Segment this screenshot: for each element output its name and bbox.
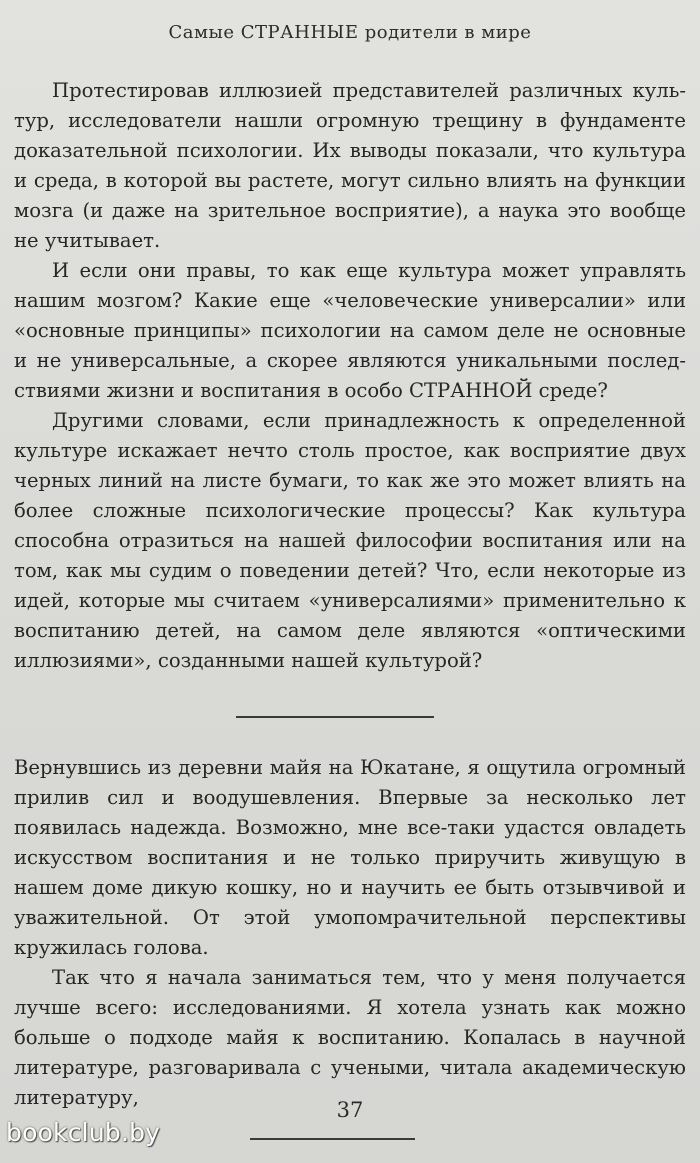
footer-divider — [250, 1138, 415, 1140]
page-number: 37 — [336, 1098, 364, 1122]
section-divider — [236, 716, 434, 718]
text-section-2 — [14, 753, 686, 1113]
paragraph: Протестировав иллюзией представителей различных культур, исследователи нашли огромную трещину в фундаменте доказательной психологии. Их выводы показали, что культура и среда, в которой вы растете, могут сильно влиять на функции мозга (и даже на зрительное восприятие), а наука это вообще не учитывает. — [14, 79, 686, 252]
text-section-1 — [14, 76, 686, 676]
running-title: Самые СТРАННЫЕ родители в мире — [168, 22, 532, 43]
paragraph: Другими словами, если принадлежность к определенной культуре искажает нечто столь простое, как восприятие двух черных линий на листе бумаги, то как же это может влиять на более сложные психологические процессы? Как культура способна отразиться на нашей философии воспитания или на том, как мы судим о поведении детей? Что, если некоторые из идей, которые мы считаем «универсалиями» применительно к воспитанию детей, на самом деле являются «оптическими иллюзиями», созданными нашей культурой? — [14, 409, 686, 672]
paragraph: Вернувшись из деревни майя на Юкатане, я ощутила огромный прилив сил и воодушевления. Впервые за несколько лет появилась надежда. Возможно, мне все-таки удастся овладеть искусством воспитания и не только приручить живущую в нашем доме дикую кошку, но и научить ее быть отзывчивой и уважительной. От этой умопомрачительной перспективы кружилась голова. — [14, 756, 686, 959]
watermark: bookclub.by — [6, 1118, 161, 1147]
paragraph: И если они правы, то как еще культура может управлять нашим мозгом? Какие еще «человеческие универсалии» или «основные принципы» психологии на самом деле не основные и не универсальные, а скорее являются уникальными последствиями жизни и воспитания в особо СТРАННОЙ среде? — [14, 259, 686, 402]
paragraph: Так что я начала заниматься тем, что у меня получается лучше всего: исследованиями. Я хотела узнать как можно больше о подходе майя к воспитанию. Копалась в научной литературе, разговаривала с учеными, читала академическую литературу, — [14, 966, 686, 1109]
